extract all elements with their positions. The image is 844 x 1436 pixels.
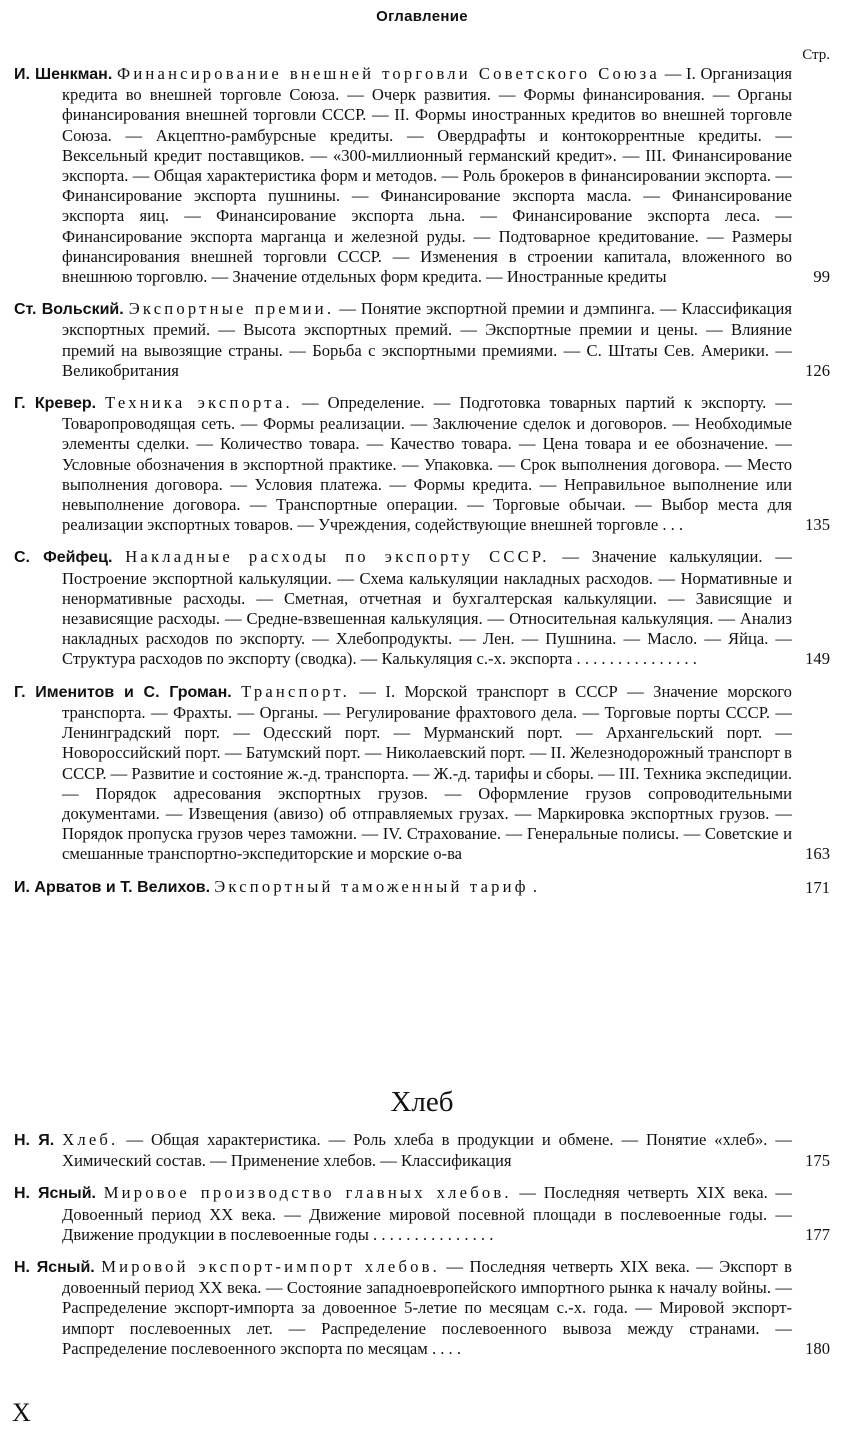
toc-section-1 — [14, 64, 830, 910]
entry-description: — Определение. — Подготовка товарных партий к экспорту. — Товаропроводящая сеть. — Формы реализации. — Заключение сделок и договоров. — Необходимые элементы сделки. — Количество товара. — Качество товара. — Цена товара и ее обозначение. — Условные обозначения в экспортной практике. — Упаковка. — Срок выполнения договора. — Место выполнения договора. — Условия платежа. — Формы кредита. — Неправильное выполнение или невыполнение договора. — Транспортные операции. — Торговые обычаи. — Выбор места для реализации экспортных товаров. — Учреждения, содействующие внешней торговле . . . — [62, 393, 792, 535]
entry-author: Н. Я. — [14, 1132, 55, 1149]
entry-author: Ст. Вольский. — [14, 301, 124, 319]
toc-entry — [14, 393, 830, 535]
entry-title: Мировое производство главных хлебов. — [103, 1183, 512, 1203]
entry-author: Н. Ясный. — [14, 1185, 96, 1203]
entry-page-number: 99 — [813, 267, 830, 287]
toc-entry — [14, 299, 830, 381]
entry-description: — Последняя четверть XIX века. — Довоенный период XX века. — Движение мировой посевной площади в послевоенные годы. — Движение продукции в послевоенные годы . . . . . . . . . . . . . . . — [62, 1183, 792, 1244]
entry-author: И. Арватов и Т. Велихов. — [14, 878, 211, 896]
entry-title: Финансирование внешней торговли Советского Союза — [117, 64, 660, 83]
entry-title: Накладные расходы по экспорту СССР. — [125, 547, 550, 567]
entry-description: . — [532, 876, 537, 896]
entry-title: Техника экспорта. — [105, 393, 293, 413]
entry-author: Г. Кревер. — [14, 395, 97, 413]
entry-page-number: 135 — [805, 515, 830, 535]
toc-entry — [14, 1257, 830, 1359]
entry-description: — Значение калькуляции. — Построение экспортной калькуляции. — Схема калькуляции накладных расходов. — Нормативные и ненормативные расходы. — Сметная, отчетная и бухгалтерская калькуляции. — Зависящие и независящие расходы. — Средне-взвешенная калькуляция. — Относительная калькуляция. — Анализ накладных расходов по экспорту. — Хлебопродукты. — Лен. — Пушнина. — Масло. — Яйца. — Структура расходов по экспорту (сводка). — Калькуляция с.-х. экспорта . . . . . . . . . . . . . . . — [62, 547, 792, 669]
entry-description: — I. Морской транспорт в СССР — Значение морского транспорта. — Фрахты. — Органы. — Регулирование фрахтового дела. — Торговые порты СССР. — Ленинградский порт. — Одесский порт. — Мурманский порт. — Архангельский порт. — Новороссийский порт. — Батумский порт. — Николаевский порт. — II. Железнодорожный транспорт в СССР. — Развитие и состояние ж.-д. транспорта. — Ж.-д. тарифы и сборы. — III. Техника экспедиции. — Порядок адресования экспортных грузов. — Оформление грузов сопроводительными документами. — Извещения (авизо) об отправляемых грузах. — Маркировка экспортных грузов. — Порядок пропуска грузов через таможни. — IV. Страхование. — Генеральные полисы. — Советские и смешанные транспортно-экспедиторские и морские о-ва — [62, 681, 792, 864]
toc-entry — [14, 1183, 830, 1245]
entry-page-number: 180 — [805, 1338, 830, 1358]
toc-entry — [14, 547, 830, 669]
entry-title: Хлеб. — [62, 1130, 119, 1149]
entry-title: Экспортный таможенный тариф — [214, 876, 529, 896]
entry-page-number: 126 — [805, 360, 830, 380]
page-folio: X — [12, 1398, 31, 1427]
toc-entry — [14, 64, 830, 287]
toc-entry — [14, 682, 830, 865]
entry-page-number: 163 — [805, 844, 830, 864]
entry-description: — Понятие экспортной премии и дэмпинга. — Классификация экспортных премий. — Высота экспортных премий. — Экспортные премии и цены. — Влияние премий на вывозящие страны. — Борьба с экспортными премиями. — С. Штаты Сев. Америки. — Великобритания — [62, 299, 793, 380]
entry-title: Экспортные премии. — [128, 299, 335, 319]
entry-page-number: 149 — [805, 649, 830, 669]
page-column-label: Стр. — [802, 47, 830, 63]
entry-author: И. Шенкман. — [14, 66, 113, 83]
toc-entry — [14, 877, 830, 898]
toc-heading: Оглавление — [376, 8, 468, 25]
entry-author: Н. Ясный. — [14, 1259, 95, 1277]
entry-page-number: 175 — [805, 1151, 830, 1171]
toc-section-2 — [14, 1130, 830, 1371]
entry-title: Мировой экспорт-импорт хлебов. — [101, 1257, 440, 1277]
entry-page-number: 171 — [805, 877, 830, 897]
entry-author: С. Фейфец. — [14, 549, 113, 567]
entry-page-number: 177 — [805, 1224, 830, 1244]
section-title: Хлеб — [390, 1086, 454, 1118]
entry-description: — Общая характеристика. — Роль хлеба в продукции и обмене. — Понятие «хлеб». — Химический состав. — Применение хлебов. — Классификация — [62, 1130, 792, 1171]
entry-author: Г. Именитов и С. Громан. — [14, 683, 232, 701]
toc-entry — [14, 1130, 830, 1171]
entry-description: — I. Организация кредита во внешней торговле Союза. — Очерк развития. — Формы финансирования. — Органы финансирования внешней торговли СССР. — II. Формы иностранных кредитов во внешней торговле Союза. — Акцептно-рамбурсные кредиты. — Овердрафты и контокоррентные кредиты. — Вексельный кредит поставщиков. — «300-миллионный германский кредит». — III. Финансирование экспорта. — Общая характеристика форм и методов. — Роль брокеров в финансировании экспорта. — Финансирование экспорта пушнины. — Финансирование экспорта масла. — Финансирование экспорта яиц. — Финансирование экспорта льна. — Финансирование экспорта леса. — Финансирование экспорта марганца и железной руды. — Подтоварное кредитование. — Размеры финансирования внешней торговли СССР. — Изменения в строении капитала, вложенного во внешнюю торговлю. — Значение отдельных форм кредита. — Иностранные кредиты — [62, 64, 792, 287]
entry-description: — Последняя четверть XIX века. — Экспорт в довоенный период XX века. — Состояние западноевропейского импортного рынка к началу войны. — Распределение экспорт-импорта за довоенное 5-летие по месяцам с.-х. года. — Мировой экспорт-импорт послевоенных лет. — Распределение послевоенного вывоза между странами. — Распределение послевоенного экспорта по месяцам . . . . — [62, 1257, 793, 1358]
entry-title: Транспорт. — [241, 681, 350, 701]
